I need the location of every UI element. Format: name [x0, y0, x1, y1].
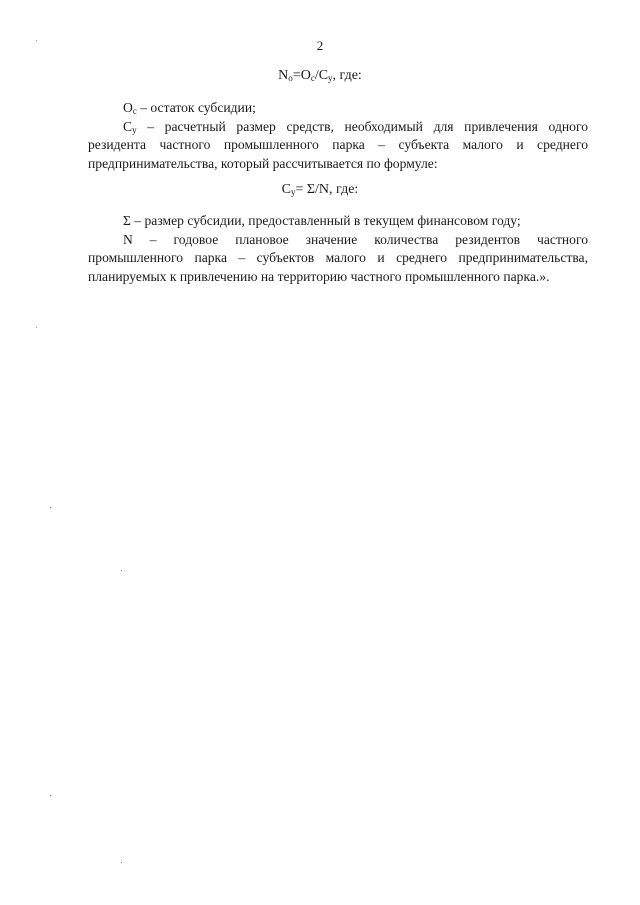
formula-no-tail: , где:	[332, 68, 362, 83]
definition-sigma: Σ – размер субсидии, предоставленный в текущем финансовом году;	[123, 213, 521, 228]
formula-no-o-sub: c	[310, 73, 315, 83]
formula-no-n: N	[278, 68, 289, 83]
scan-speck	[121, 570, 122, 571]
formula-no-slash: /	[314, 68, 319, 83]
formula-cy	[0, 182, 640, 198]
formula-no-eq: =	[292, 68, 301, 83]
definition-oc-symbol-sub: с	[132, 106, 137, 116]
page-number: 2	[316, 38, 324, 53]
definitions-block-1	[88, 99, 588, 173]
formula-no-o: O	[300, 68, 311, 83]
formula-no	[0, 68, 640, 84]
scan-speck	[121, 862, 122, 863]
definition-oc-symbol: O	[123, 100, 133, 115]
formula-cy-rest: = Σ/N, где:	[295, 182, 359, 197]
definition-cy-symbol-sub: у	[132, 124, 137, 135]
definitions-block-2	[88, 212, 588, 286]
definition-n: N – годовое плановое значение количества резидентов частного промышленного парка – субъектов малого и среднего предпринимательства, планируемых к привлечению на территорию частного промышленного парка.».	[88, 231, 588, 284]
definition-oc	[88, 99, 588, 118]
definition-cy	[88, 118, 588, 174]
scan-speck	[50, 795, 51, 796]
formula-cy-c-sub: у	[291, 187, 296, 197]
formula-cy-c: C	[281, 182, 291, 197]
scan-speck	[36, 327, 37, 328]
scan-speck	[36, 40, 37, 41]
formula-no-n-sub: o	[288, 73, 293, 83]
definition-cy-symbol: C	[123, 118, 133, 134]
definition-cy-text: – расчетный размер средств, необходимый для привлечения одного резидента частного промышленного парка – субъекта малого и среднего предпринимательства, который рассчитывается по формуле:	[88, 118, 588, 171]
formula-no-c: C	[318, 68, 329, 83]
formula-no-c-sub: у	[328, 73, 333, 83]
definition-oc-text: – остаток субсидии;	[136, 100, 256, 115]
scan-speck	[50, 507, 51, 508]
